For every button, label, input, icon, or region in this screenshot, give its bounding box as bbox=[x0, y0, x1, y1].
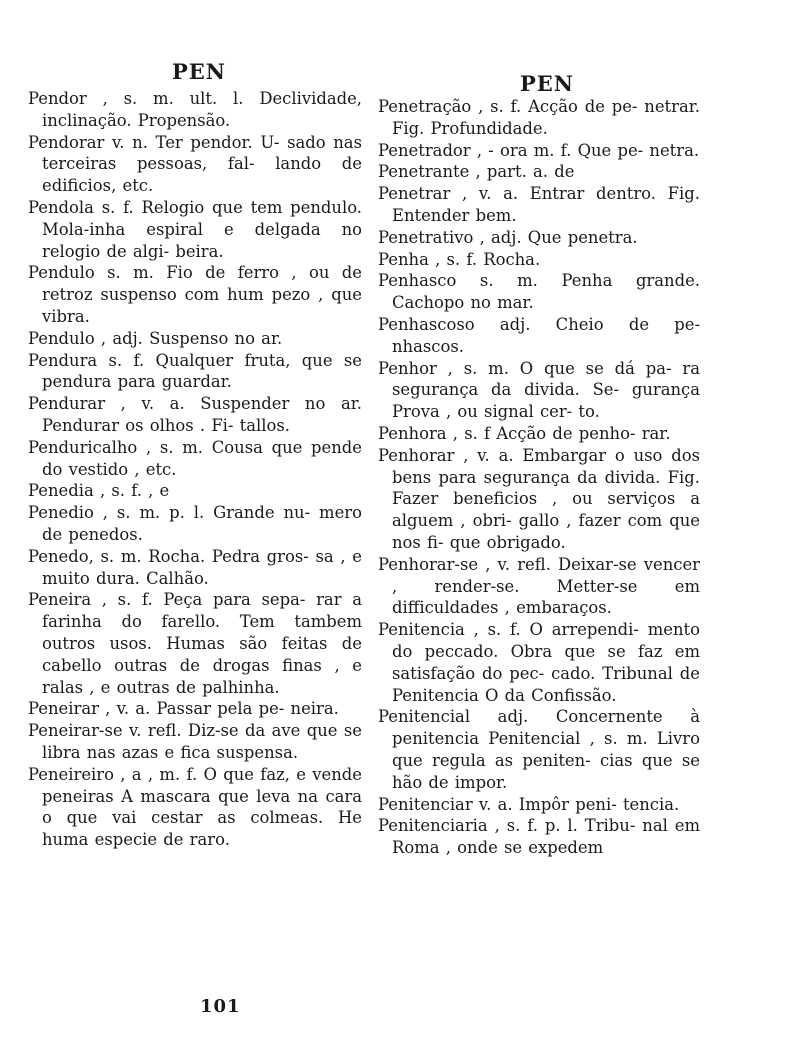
entry-penduricalho: Penduricalho , s. m. Cousa que pende do vestido , etc. bbox=[28, 437, 362, 479]
running-head-right: PEN bbox=[520, 71, 574, 96]
entry-penhora: Penhora , s. f Acção de penho- rar. bbox=[378, 423, 671, 443]
running-head-left: PEN bbox=[172, 59, 226, 84]
entry-penetracao: Penetração , s. f. Acção de pe- netrar. Fig. Profundidade. bbox=[378, 97, 700, 138]
entry-penitencial: Penitencial adj. Concernente à penitencia Penitencial , s. m. Livro que regula as peniten- cias que se hão de impor. bbox=[378, 707, 700, 792]
entry-penitenciar: Penitenciar v. a. Impôr peni- tencia. bbox=[378, 794, 680, 814]
entry-penedio: Penedio , s. m. p. l. Grande nu- mero de penedos. bbox=[28, 503, 362, 544]
entry-peneirar: Peneirar , v. a. Passar pela pe- neira. bbox=[28, 699, 339, 719]
entry-peneireiro: Peneireiro , a , m. f. O que faz, e vende peneiras A mascara que leva na cara o que vai cestar as colmeas. He huma especie de raro. bbox=[28, 764, 362, 850]
entry-pendorar: Pendorar v. n. Ter pendor. U- sado nas terceiras pessoas, fal- lando de edificios, etc. bbox=[28, 132, 362, 196]
entry-penetrador: Penetrador , - ora m. f. Que pe- netra. bbox=[378, 140, 700, 160]
entry-penedo: Penedo, s. m. Rocha. Pedra gros- sa , e muito dura. Calhão. bbox=[28, 546, 362, 588]
entry-penha: Penha , s. f. Rocha. bbox=[378, 249, 541, 269]
entry-penhorar-se: Penhorar-se , v. refl. Deixar-se vencer , render-se. Metter-se em difficuldades , embaraços. bbox=[378, 554, 700, 618]
entry-penetrante: Penetrante , part. a. de bbox=[378, 162, 575, 182]
entry-pendola: Pendola s. f. Relogio que tem pendulo. Mola-inha espiral e delgada no relogio de algi- beira. bbox=[28, 197, 362, 261]
entry-pendurar: Pendurar , v. a. Suspender no ar. Pendurar os olhos . Fi- tallos. bbox=[28, 394, 362, 435]
entry-peneirar-se: Peneirar-se v. refl. Diz-se da ave que se libra nas azas e fica suspensa. bbox=[28, 721, 362, 762]
entry-penitenciaria: Penitenciaria , s. f. p. l. Tribu- nal em Roma , onde se expedem bbox=[378, 816, 700, 858]
left-entries bbox=[28, 88, 362, 851]
right-entries bbox=[378, 96, 700, 859]
entry-pendura: Pendura s. f. Qualquer fruta, que se pendura para guardar. bbox=[28, 350, 362, 392]
entry-penetrar: Penetrar , v. a. Entrar dentro. Fig. Entender bem. bbox=[378, 184, 700, 225]
entry-penetrativo: Penetrativo , adj. Que penetra. bbox=[378, 227, 638, 247]
entry-pendulo-noun: Pendulo s. m. Fio de ferro , ou de retroz suspenso com hum pezo , que vibra. bbox=[28, 263, 362, 326]
page-number: 101 bbox=[200, 996, 241, 1017]
entry-penhor: Penhor , s. m. O que se dá pa- ra segurança da divida. Se- gurança Prova , ou signal cer- to. bbox=[378, 358, 700, 422]
entry-pendor: Pendor , s. m. ult. l. Declividade, inclinação. Propensão. bbox=[28, 89, 362, 130]
entry-penhascoso: Penhascoso adj. Cheio de pe- nhascos. bbox=[378, 314, 700, 356]
entry-penhorar: Penhorar , v. a. Embargar o uso dos bens para segurança da divida. Fig. Fazer beneficios , ou serviços a alguem , obri- gallo , fazer com que nos fi- que obrigado. bbox=[378, 445, 700, 552]
entry-penhasco: Penhasco s. m. Penha grande. Cachopo no mar. bbox=[378, 271, 700, 313]
entry-pendulo-adj: Pendulo , adj. Suspenso no ar. bbox=[28, 328, 283, 348]
entry-penedia: Penedia , s. f. , e bbox=[28, 481, 170, 501]
entry-peneira: Peneira , s. f. Peça para sepa- rar a farinha do farello. Tem tambem outros usos. Humas são feitas de cabello outras de drogas finas , e ralas , e outras de palhinha. bbox=[28, 590, 362, 697]
entry-penitencia: Penitencia , s. f. O arrependi- mento do peccado. Obra que se faz em satisfação do pec- cado. Tribunal de Penitencia O da Confissão. bbox=[378, 620, 700, 705]
